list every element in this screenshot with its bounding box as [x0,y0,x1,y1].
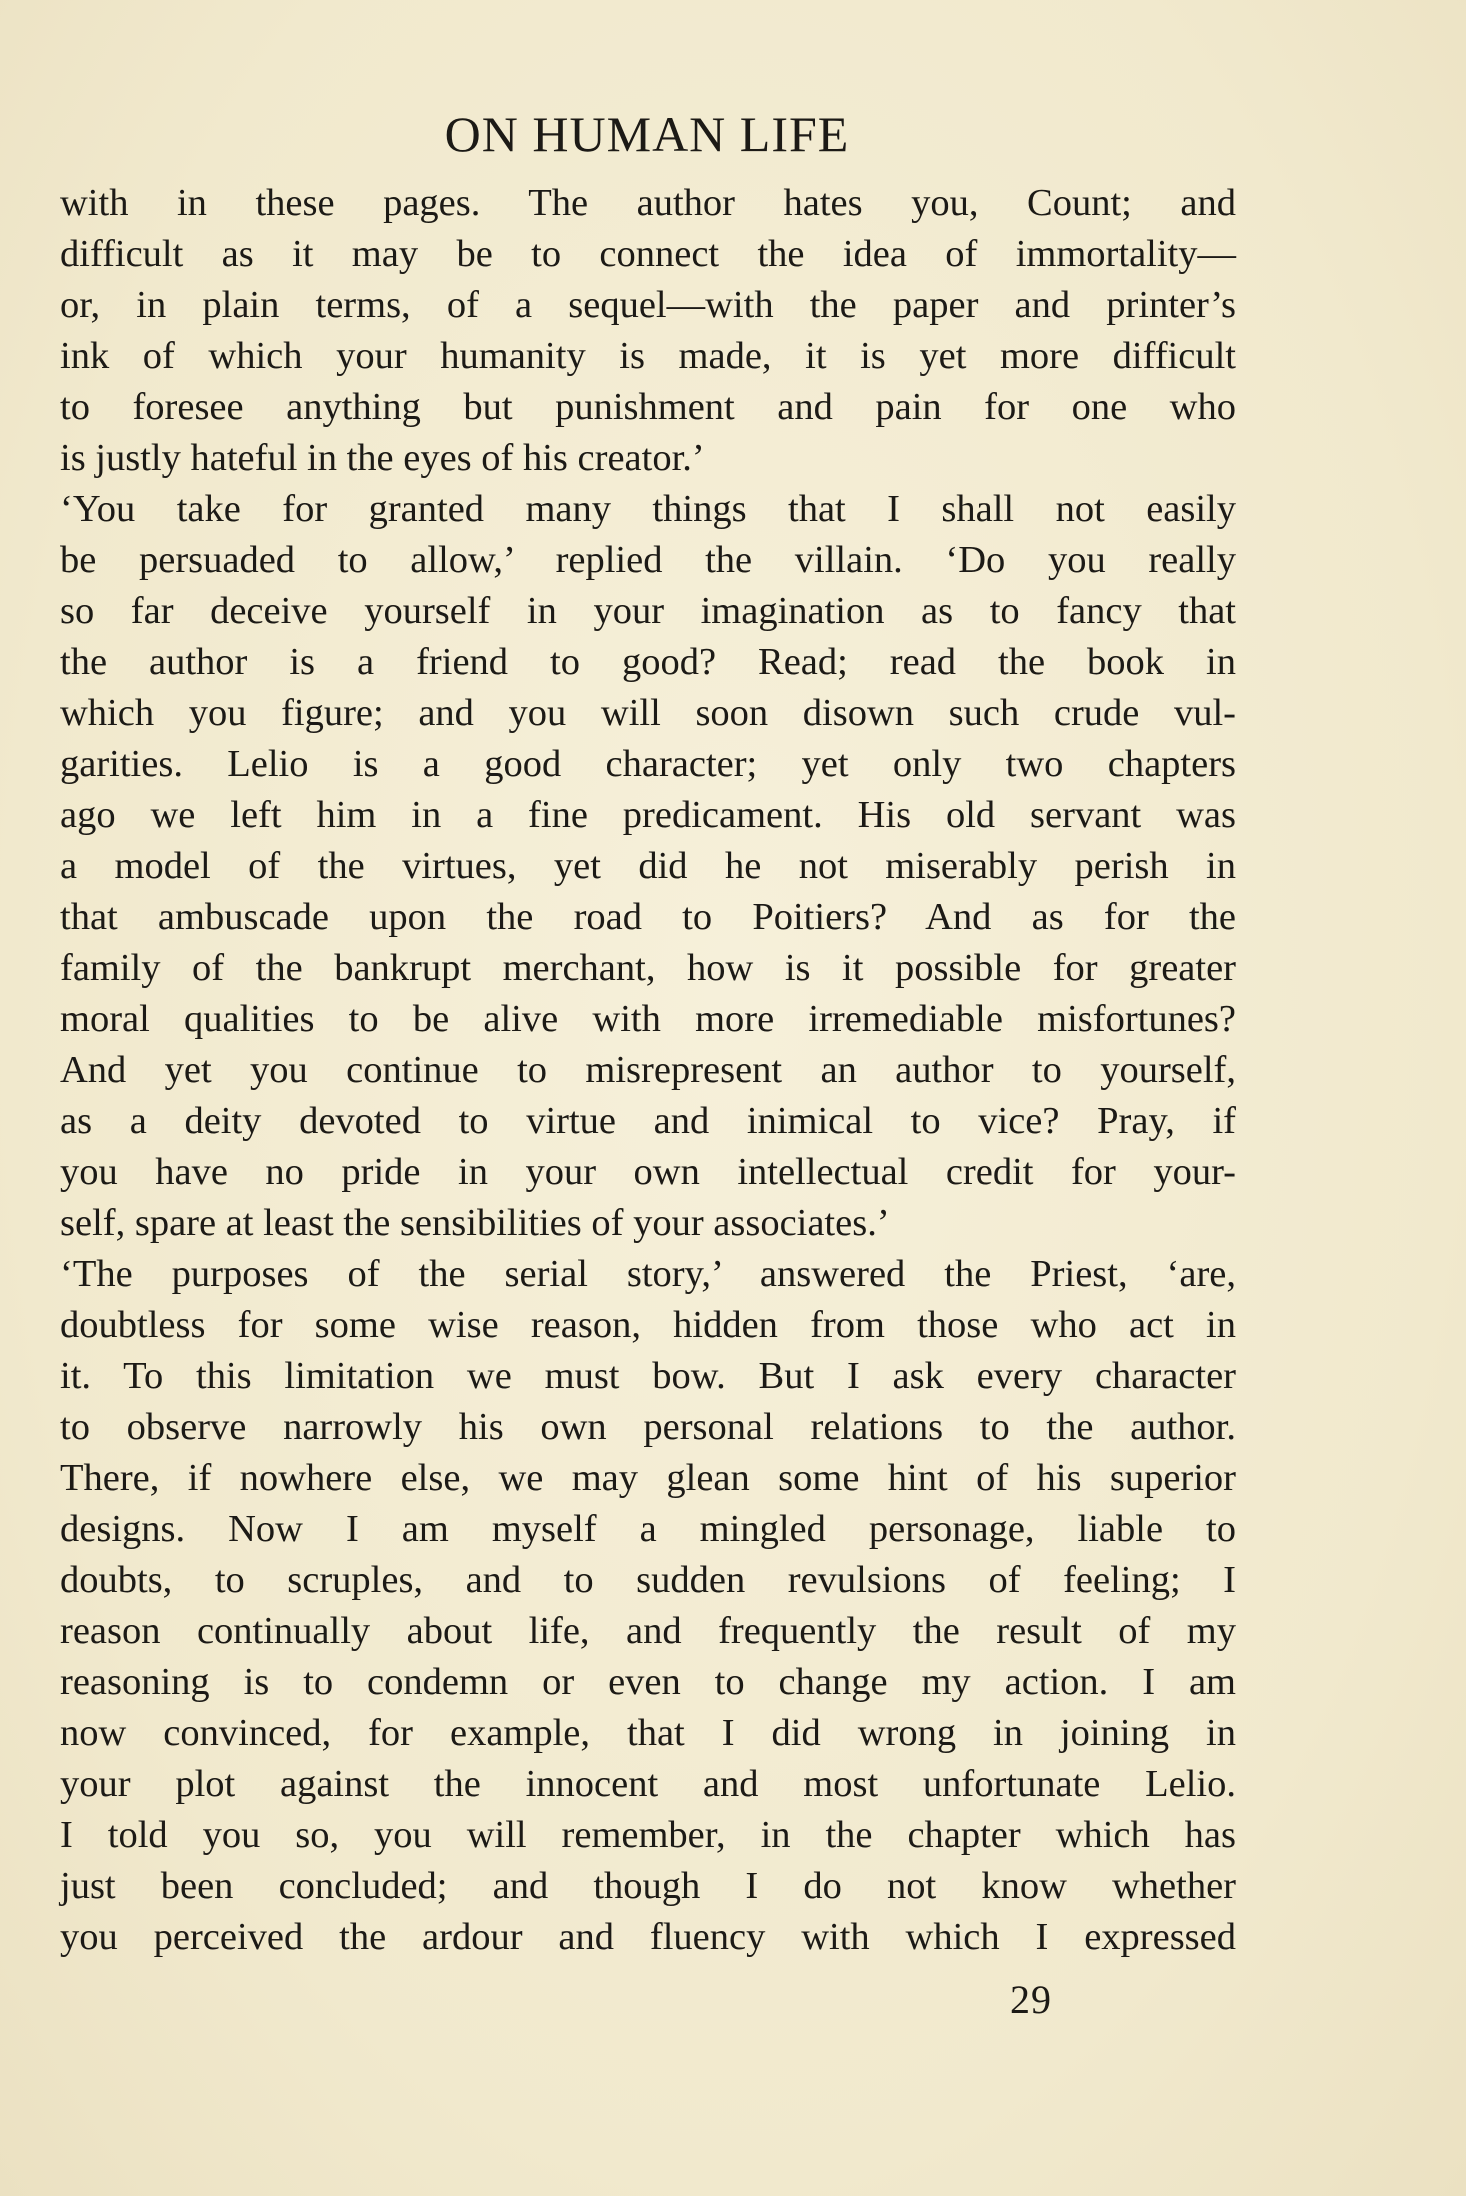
running-head: ON HUMAN LIFE [444,106,850,162]
text-line: reason continually about life, and frequently the result of my [60,1610,1236,1652]
text-line: family of the bankrupt merchant, how is it possible for greater [60,947,1236,989]
text-line: doubts, to scruples, and to sudden revulsions of feeling; I [60,1559,1236,1601]
text-line: reasoning is to condemn or even to change my action. I am [60,1661,1236,1703]
text-line: it. To this limitation we must bow. But I ask every character [60,1355,1236,1397]
text-line: ink of which your humanity is made, it is yet more difficult [60,335,1236,377]
page-number: 29 [1010,1977,1052,2022]
text-line: which you figure; and you will soon disown such crude vul- [60,692,1236,734]
text-line: doubtless for some wise reason, hidden from those who act in [60,1304,1236,1346]
text-line: ago we left him in a fine predicament. His old servant was [60,794,1236,836]
text-line: you have no pride in your own intellectual credit for your- [60,1151,1236,1193]
text-line: the author is a friend to good? Read; read the book in [60,641,1236,683]
text-line: to observe narrowly his own personal relations to the author. [60,1406,1236,1448]
text-line: is justly hateful in the eyes of his creator.’ [60,437,705,479]
text-line: I told you so, you will remember, in the chapter which has [60,1814,1236,1856]
text-line: garities. Lelio is a good character; yet only two chapters [60,743,1236,785]
text-line: ‘The purposes of the serial story,’ answered the Priest, ‘are, [60,1253,1236,1295]
text-line: be persuaded to allow,’ replied the villain. ‘Do you really [60,539,1236,581]
text-line: difficult as it may be to connect the idea of immortality— [60,233,1236,275]
text-line: just been concluded; and though I do not know whether [60,1865,1236,1907]
text-line: as a deity devoted to virtue and inimical to vice? Pray, if [60,1100,1236,1142]
text-line: designs. Now I am myself a mingled personage, liable to [60,1508,1236,1550]
text-line: There, if nowhere else, we may glean some hint of his superior [60,1457,1236,1499]
text-line: that ambuscade upon the road to Poitiers? And as for the [60,896,1236,938]
text-line: or, in plain terms, of a sequel—with the paper and printer’s [60,284,1236,326]
text-line: now convinced, for example, that I did wrong in joining in [60,1712,1236,1754]
text-line: with in these pages. The author hates you, Count; and [60,182,1236,224]
text-line: your plot against the innocent and most unfortunate Lelio. [60,1763,1236,1805]
text-line: a model of the virtues, yet did he not miserably perish in [60,845,1236,887]
text-line: to foresee anything but punishment and pain for one who [60,386,1236,428]
text-line: self, spare at least the sensibilities of your associates.’ [60,1202,890,1244]
body-text [60,178,1236,1963]
text-line: And yet you continue to misrepresent an author to yourself, [60,1049,1236,1091]
text-line: moral qualities to be alive with more irremediable misfortunes? [60,998,1236,1040]
text-line: ‘You take for granted many things that I shall not easily [60,488,1236,530]
text-line: so far deceive yourself in your imagination as to fancy that [60,590,1236,632]
text-line: you perceived the ardour and fluency with which I expressed [60,1916,1236,1958]
